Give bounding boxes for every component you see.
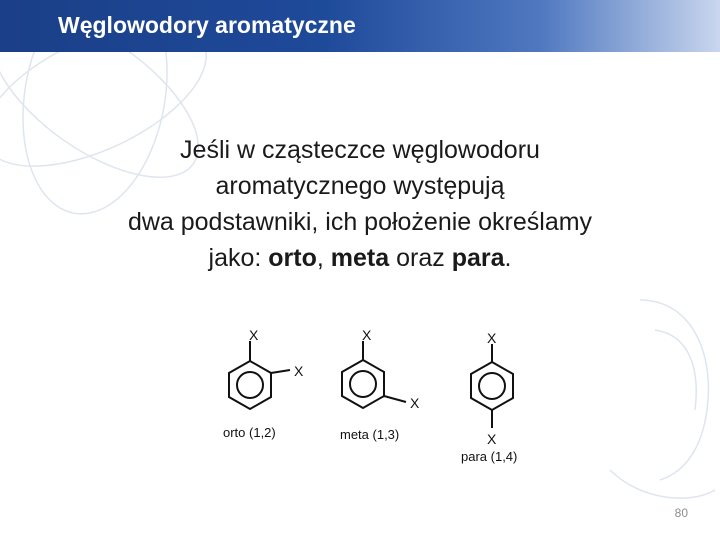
term-orto: orto (268, 244, 317, 272)
meta-bond-2 (384, 396, 406, 402)
ortho-substituent-1: X (249, 327, 259, 343)
para-structure (471, 344, 513, 428)
para-aromatic-circle (479, 373, 505, 399)
body-line-2: aromatycznego występują (215, 172, 505, 200)
ortho-substituent-2: X (294, 363, 304, 379)
ortho-aromatic-circle (237, 372, 263, 398)
separator-1: , (316, 244, 331, 272)
ortho-bond-2 (271, 370, 290, 373)
meta-substituent-2: X (410, 395, 420, 411)
term-para: para (451, 244, 505, 272)
body-line-3: dwa podstawniki, ich położenie określamy (127, 208, 593, 236)
page-number: 80 (674, 506, 688, 520)
ortho-structure (229, 341, 290, 409)
meta-substituent-1: X (362, 327, 372, 343)
meta-label: meta (1,3) (340, 427, 400, 442)
meta-aromatic-circle (350, 371, 376, 397)
para-label: para (1,4) (461, 449, 518, 464)
body-line-4-end: . (504, 244, 512, 272)
body-line-1: Jeśli w cząsteczce węglowodoru (180, 136, 540, 164)
para-benzene-ring (471, 362, 513, 410)
meta-structure (342, 341, 406, 408)
separator-2: oraz (389, 244, 452, 272)
para-substituent-2: X (487, 431, 497, 447)
body-line-4-prefix: jako: (208, 244, 269, 272)
term-meta: meta (330, 244, 390, 272)
para-substituent-1: X (487, 330, 497, 346)
meta-benzene-ring (342, 360, 384, 408)
ortho-benzene-ring (229, 361, 271, 409)
ortho-label: orto (1,2) (223, 425, 276, 440)
slide-title: Węglowodory aromatyczne (58, 12, 356, 38)
